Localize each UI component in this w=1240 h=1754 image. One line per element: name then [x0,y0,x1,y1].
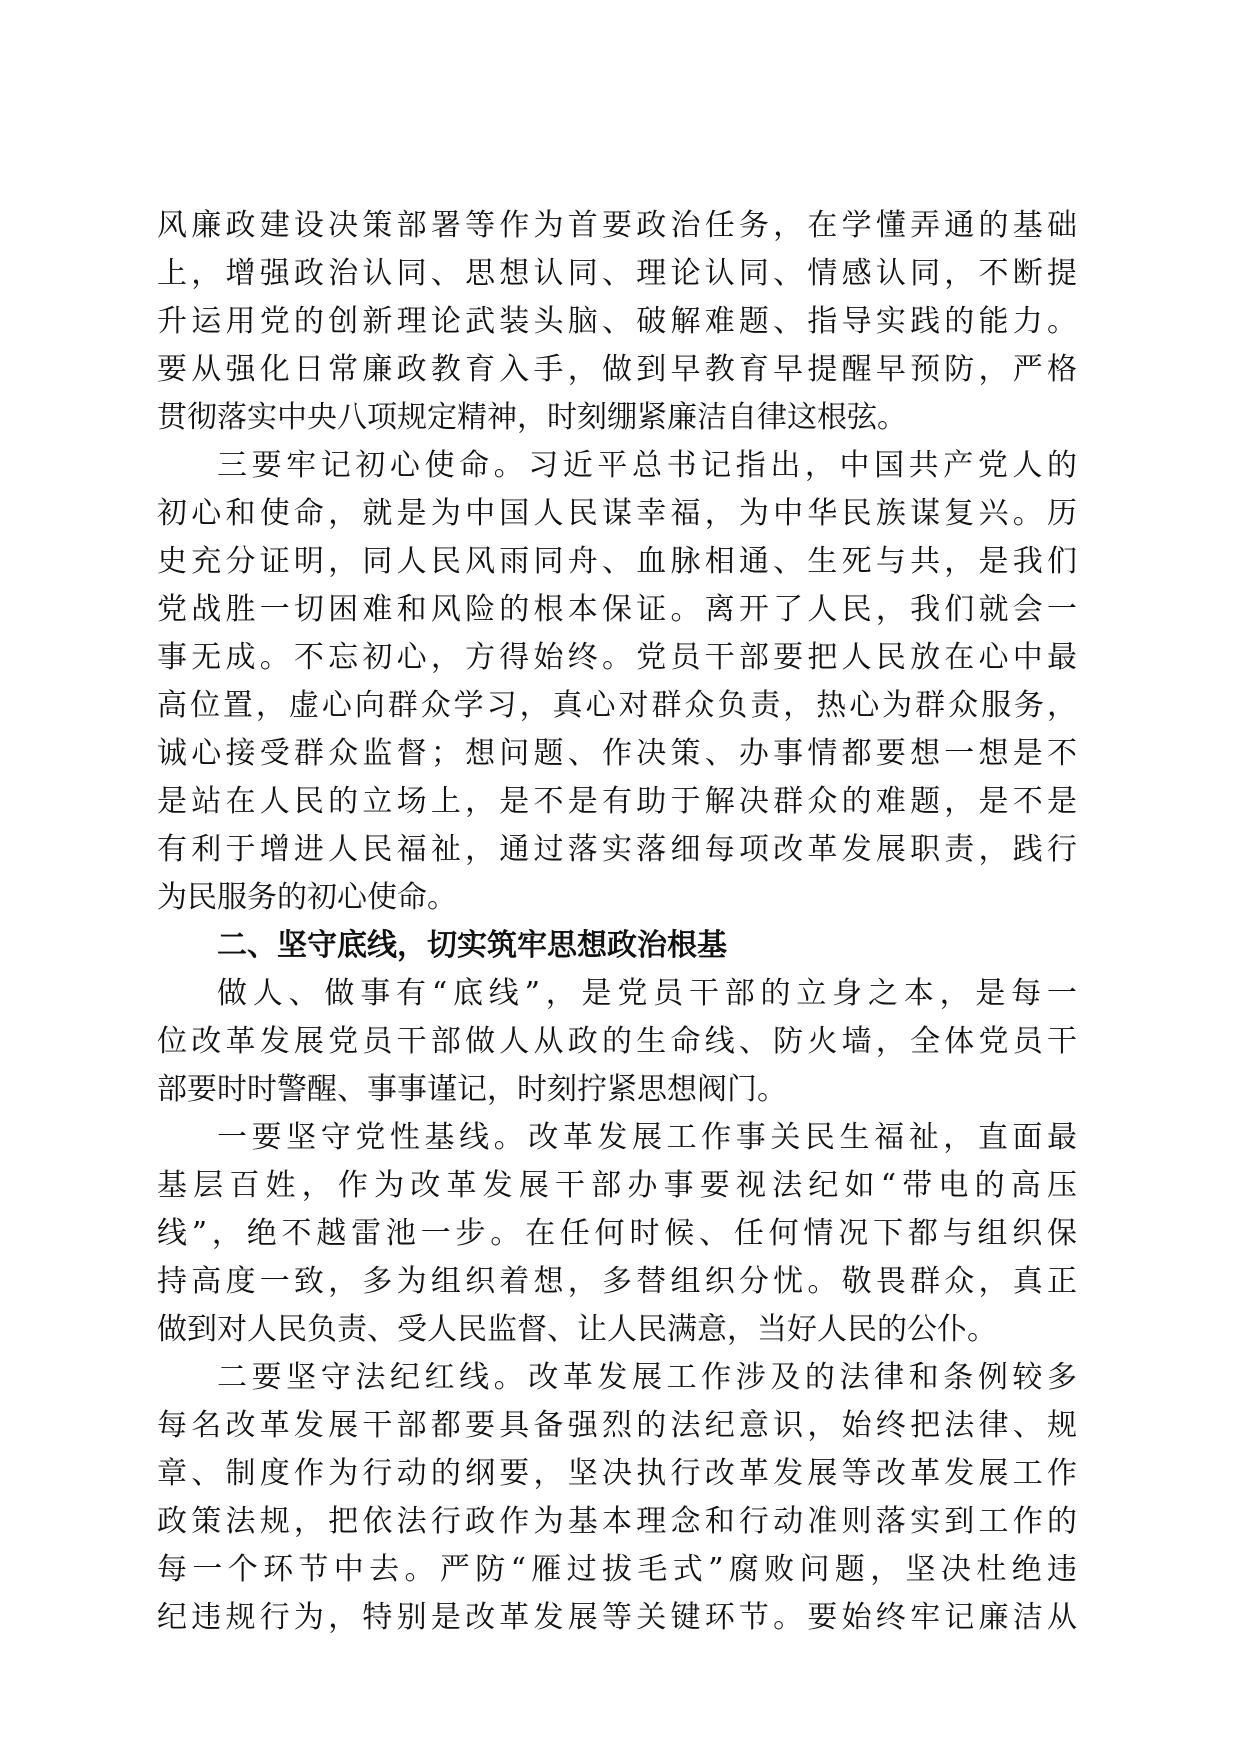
text-line: 上，增强政治认同、思想认同、理论认同、情感认同，不断提 [157,256,1077,291]
text-line: 线”，绝不越雷池一步。在任何时候、任何情况下都与组织保 [157,1216,1077,1251]
text-line: 做到对人民负责、受人民监督、让人民满意，当好人民的公仆。 [157,1312,997,1347]
text-line: 位改革发展党员干部做人从政的生命线、防火墙，全体党员干 [157,1024,1077,1059]
text-line: 每名改革发展干部都要具备强烈的法纪意识，始终把法律、规 [157,1408,1077,1443]
text-line: 政策法规，把依法行政作为基本理念和行动准则落实到工作的 [157,1504,1077,1539]
text-line: 纪违规行为，特别是改革发展等关键环节。要始终牢记廉洁从 [157,1600,1077,1635]
text-line: 风廉政建设决策部署等作为首要政治任务，在学懂弄通的基础 [157,208,1077,243]
paragraph-start-line: 二要坚守法纪红线。改革发展工作涉及的法律和条例较多 [217,1360,1077,1395]
text-line: 每一个环节中去。严防“雁过拔毛式”腐败问题，坚决杜绝违 [157,1552,1077,1587]
text-line: 史充分证明，同人民风雨同舟、血脉相通、生死与共，是我们 [157,544,1077,579]
text-line: 初心和使命，就是为中国人民谋幸福，为中华民族谋复兴。历 [157,496,1077,531]
text-line: 升运用党的创新理论武装头脑、破解难题、指导实践的能力。 [157,304,1077,339]
paragraph-start-line: 一要坚守党性基线。改革发展工作事关民生福祉，直面最 [217,1120,1077,1155]
document-body [157,202,1077,1642]
text-line: 要从强化日常廉政教育入手，做到早教育早提醒早预防，严格 [157,352,1077,387]
text-line: 党战胜一切困难和风险的根本保证。离开了人民，我们就会一 [157,592,1077,627]
text-line: 高位置，虚心向群众学习，真心对群众负责，热心为群众服务， [157,688,1077,723]
text-line: 基层百姓，作为改革发展干部办事要视法纪如“带电的高压 [157,1168,1077,1203]
text-line: 章、制度作为行动的纲要，坚决执行改革发展等改革发展工作 [157,1456,1077,1491]
text-line: 有利于增进人民福祉，通过落实落细每项改革发展职责，践行 [157,832,1077,867]
text-line: 部要时时警醒、事事谨记，时刻拧紧思想阀门。 [157,1072,787,1107]
section-heading: 二、坚守底线，切实筑牢思想政治根基 [217,928,727,963]
paragraph-start-line: 三要牢记初心使命。习近平总书记指出，中国共产党人的 [217,448,1077,483]
text-line: 为民服务的初心使命。 [157,880,457,915]
text-line: 事无成。不忘初心，方得始终。党员干部要把人民放在心中最 [157,640,1077,675]
paragraph-start-line: 做人、做事有“底线”，是党员干部的立身之本，是每一 [217,976,1077,1011]
text-line: 持高度一致，多为组织着想，多替组织分忧。敬畏群众，真正 [157,1264,1077,1299]
text-line: 是站在人民的立场上，是不是有助于解决群众的难题，是不是 [157,784,1077,819]
text-line: 诚心接受群众监督；想问题、作决策、办事情都要想一想是不 [157,736,1077,771]
text-line: 贯彻落实中央八项规定精神，时刻绷紧廉洁自律这根弦。 [157,400,907,435]
